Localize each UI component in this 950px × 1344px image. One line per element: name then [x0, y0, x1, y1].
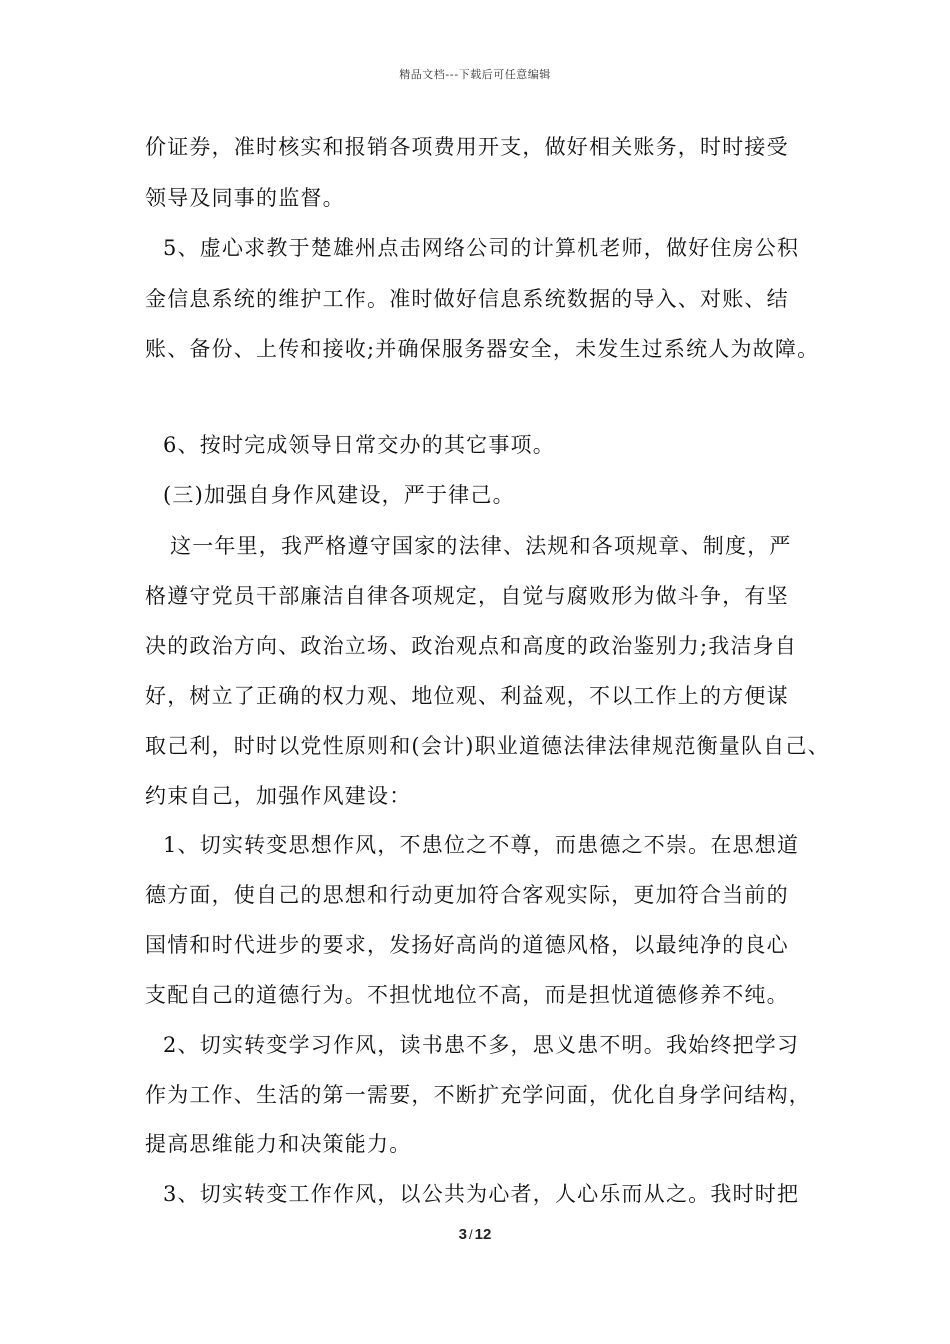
page-number	[0, 1226, 950, 1243]
text-line: 1、切实转变思想作风，不患位之不尊，而患德之不崇。在思想道	[163, 833, 800, 857]
text-line: 格遵守党员干部廉洁自律各项规定，自觉与腐败形为做斗争，有坚	[145, 584, 789, 608]
text-line: 提高思维能力和决策能力。	[145, 1132, 412, 1156]
text-line: 价证券，准时核实和报销各项费用开支，做好相关账务，时时接受	[145, 135, 789, 159]
text-line: 作为工作、生活的第一需要，不断扩充学问面，优化自身学问结构，	[145, 1083, 811, 1107]
text-line: 金信息系统的维护工作。准时做好信息系统数据的导入、对账、结	[145, 287, 789, 311]
text-line: 2、切实转变学习作风，读书患不多，思义患不明。我始终把学习	[163, 1033, 800, 1057]
page-separator: /	[469, 1227, 473, 1242]
current-page: 3	[458, 1226, 468, 1243]
text-line: 好，树立了正确的权力观、地位观、利益观，不以工作上的方便谋	[145, 684, 789, 708]
text-line: 6、按时完成领导日常交办的其它事项。	[163, 433, 555, 457]
text-line: 账、备份、上传和接收;并确保服务器安全，未发生过系统人为故障。	[145, 337, 820, 361]
text-line: 5、虚心求教于楚雄州点击网络公司的计算机老师，做好住房公积	[163, 236, 800, 260]
text-line: 领导及同事的监督。	[145, 186, 345, 210]
text-line: 德方面，使自己的思想和行动更加符合客观实际，更加符合当前的	[145, 883, 789, 907]
text-line: 这一年里，我严格遵守国家的法律、法规和各项规章、制度，严	[170, 534, 792, 558]
text-line: 决的政治方向、政治立场、政治观点和高度的政治鉴别力;我洁身自	[145, 634, 798, 658]
text-line: 3、切实转变工作作风，以公共为心者，人心乐而从之。我时时把	[163, 1182, 800, 1206]
text-line: 约束自己，加强作风建设：	[145, 784, 412, 808]
text-line: (三)加强自身作风建设，严于律己。	[163, 483, 515, 507]
page-header: 精品文档---下载后可任意编辑	[399, 68, 551, 81]
text-line: 国情和时代进步的要求，发扬好高尚的道德风格，以最纯净的良心	[145, 933, 789, 957]
text-line: 支配自己的道德行为。不担忧地位不高，而是担忧道德修养不纯。	[145, 983, 789, 1007]
text-line: 取己利，时时以党性原则和(会计)职业道德法律法律规范衡量队自己、	[145, 734, 830, 758]
total-pages: 12	[474, 1226, 492, 1243]
